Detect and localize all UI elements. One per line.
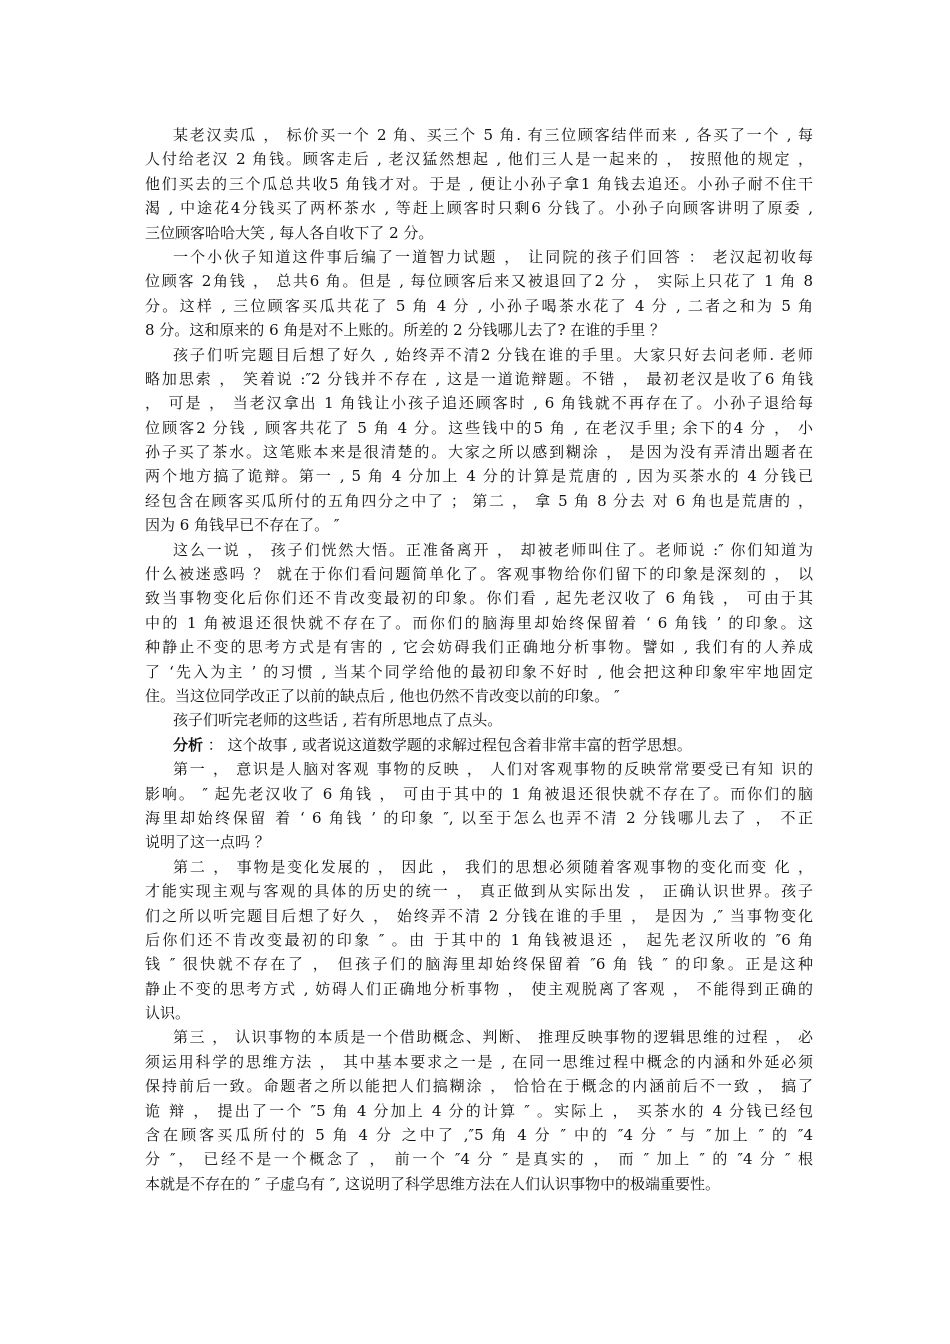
paragraph-puzzle xyxy=(145,245,813,343)
text-line: 孩子们听完老师的这些话 , 若有所思地点了点头。 xyxy=(173,711,503,730)
text-line: 第二 ， 事物是变化发展的 ， 因此 ， 我们的思想必须随着客观事物的变化而变 化 ， xyxy=(173,857,813,876)
paragraph-point-2 xyxy=(145,855,813,1026)
text-line: 后你们还不肯改变最初的印象 ″ 。由 于其中的 1 角钱被退还 ， 起先老汉所收的 ″6 角 xyxy=(145,930,813,949)
text-line: 8 分。这和原来的 6 角是对不上账的。所差的 2 分钱哪儿去了? 在谁的手里 ？ xyxy=(145,321,666,340)
paragraph-nod xyxy=(145,708,813,732)
text-line: 钱 ″ 很快就不存在了 ， 但孩子们的脑海里却始终保留着 ″6 角 钱 ″ 的印象。正是这种 xyxy=(145,955,813,974)
text-line: 人付给老汉 2 角钱。顾客走后 , 老汉猛然想起 , 他们三人是一起来的 ， 按照他的规定 ， xyxy=(145,150,813,169)
text-line: 一个小伙子知道这件事后编了一道智力试题 ， 让同院的孩子们回答 ： 老汉起初收每 xyxy=(173,247,813,266)
text-line: 孙子买了茶水。这笔账本来是很清楚的。大家之所以感到糊涂 ， 是因为没有弄清出题者在 xyxy=(145,443,813,462)
text-line: 影响。 ″ 起先老汉收了 6 角钱 ， 可由于其中的 1 角被退还很快就不存在了。而你们的脑 xyxy=(145,784,813,803)
text-line: 才能实现主观与客观的具体的历史的统一 ， 真正做到从实际出发 ， 正确认识世界。孩子 xyxy=(145,882,813,901)
text-line: 第三 ， 认识事物的本质是一个借助概念、判断、 推理反映事物的逻辑思维的过程 ， 必 xyxy=(173,1028,813,1047)
text-line: 分 ″， 已经不是一个概念了 ， 前一个 ″4 分 ″ 是真实的 ， 而 ″ 加上 ″ 的 ″4 分 ″ 根 xyxy=(145,1150,813,1169)
text-line: 认识。 xyxy=(145,1004,191,1023)
analysis-label: 分析 xyxy=(173,735,204,754)
paragraph-analysis-intro xyxy=(145,733,813,757)
text-line: 什么被迷惑吗 ？ 就在于你们看问题简单化了。客观事物给你们留下的印象是深刻的 ， 以 xyxy=(145,565,813,584)
text-line xyxy=(145,733,813,757)
analysis-intro-text: ： 这个故事 , 或者说这道数学题的求解过程包含着非常丰富的哲学思想。 xyxy=(203,735,692,754)
text-line: 致当事物变化后你们还不肯改变最初的印象。你们看 , 起先老汉收了 6 角钱 ， 可由于其 xyxy=(145,589,813,608)
paragraph-teacher-lesson xyxy=(145,538,813,709)
paragraph-story xyxy=(145,123,813,245)
paragraph-point-1 xyxy=(145,757,813,855)
paragraph-teacher-answer xyxy=(145,343,813,538)
text-line: 种静止不变的思考方式是有害的 , 它会妨碍我们正确地分析事物。譬如 , 我们有的人养成 xyxy=(145,638,813,657)
text-line: 静止不变的思考方式 , 妨碍人们正确地分析事物 ， 使主观脱离了客观 ， 不能得到正确的 xyxy=(145,979,813,998)
text-line: 某老汉卖瓜 ， 标价买一个 2 角、买三个 5 角. 有三位顾客结伴而来 , 各买了一个 , 每 xyxy=(173,126,813,144)
text-line: 含在顾客买瓜所付的 5 角 4 分 之中了 ,″5 角 4 分 ″ 中的 ″4 分 ″ 与 ″加上 ″ 的 ″4 xyxy=(145,1126,813,1145)
text-line: 住。当这位同学改正了以前的缺点后 , 他也仍然不肯改变以前的印象。 ″ xyxy=(145,686,620,705)
text-line: 渴 , 中途花4分钱买了两杯茶水 , 等赶上顾客时只剩6 分钱了。小孙子向顾客讲明了原委 , xyxy=(145,199,813,218)
text-line: ， 可是 ， 当老汉拿出 1 角钱让小孩子追还顾客时 , 6 角钱就不再存在了。小孙子退给每 xyxy=(145,394,813,413)
text-line: 分。这样 , 三位顾客买瓜共花了 5 角 4 分 , 小孙子喝茶水花了 4 分 , 二者之和为 5 角 xyxy=(145,296,813,315)
text-line: 中的 1 角被退还很快就不存在了。而你们的脑海里却始终保留着 ‘ 6 角钱 ’ 的印象。这 xyxy=(145,613,813,632)
text-line: 须运用科学的思维方法 ， 其中基本要求之一是 , 在同一思维过程中概念的内涵和外延必须 xyxy=(145,1052,813,1071)
text-line: 诡 辩 ， 提出了一个 ″5 角 4 分加上 4 分的计算 ″ 。实际上 ， 买茶水的 4 分钱已经包 xyxy=(145,1101,813,1120)
text-line: 海里却始终保留 着 ‘ 6 角钱 ’ 的印象 ″, 以至于怎么也弄不清 2 分钱哪儿去了 ， 不正 xyxy=(145,808,813,827)
text-line: 两个地方搞了诡辩。第一 , 5 角 4 分加上 4 分的计算是荒唐的 , 因为买茶水的 4 分钱已 xyxy=(145,467,813,486)
text-line: 位顾客 2角钱 ， 总共6 角。但是 , 每位顾客后来又被退回了2 分 ， 实际上只花了 1 角 8 xyxy=(145,272,813,291)
text-line: 三位顾客哈哈大笑 , 每人各自收下了 2 分。 xyxy=(145,223,434,242)
text-line: 本就是不存在的 ″ 子虚乌有 ″, 这说明了科学思维方法在人们认识事物中的极端重要性。 xyxy=(145,1174,721,1193)
text-line: 位顾客2 分钱 , 顾客共花了 5 角 4 分。这些钱中的5 角 , 在老汉手里; 余下的4 分 ， 小 xyxy=(145,418,813,437)
text-line: 们之所以听完题目后想了好久 ， 始终弄不清 2 分钱在谁的手里 ， 是因为 ,″ 当事物变化 xyxy=(145,906,813,925)
text-line: 略加思索 ， 笑着说 :″2 分钱并不存在 , 这是一道诡辩题。不错 ， 最初老汉是收了6 角钱 xyxy=(145,369,813,388)
text-line: 说明了这一点吗 ？ xyxy=(145,833,270,852)
text-line: 他们买去的三个瓜总共收5 角钱才对。于是 , 便让小孙子拿1 角钱去追还。小孙子耐不住干 xyxy=(145,174,813,193)
paragraph-point-3 xyxy=(145,1025,813,1196)
text-line: 保持前后一致。命题者之所以能把人们搞糊涂 ， 恰恰在于概念的内涵前后不一致 ， 搞了 xyxy=(145,1077,813,1096)
text-line: 第一 ， 意识是人脑对客观 事物的反映 ， 人们对客观事物的反映常常要受已有知 识的 xyxy=(173,760,813,779)
text-line: 孩子们听完题目后想了好久 , 始终弄不清2 分钱在谁的手里。大家只好去问老师. 老师 xyxy=(173,345,813,364)
text-line: 这么一说 ， 孩子们恍然大悟。正准备离开 ， 却被老师叫住了。老师说 :″ 你们知道为 xyxy=(173,540,813,559)
text-line: 经包含在顾客买瓜所付的五角四分之中了 ； 第二 ， 拿 5 角 8 分去 对 6 角也是荒唐的 ， xyxy=(145,491,813,510)
document-page xyxy=(145,123,813,1196)
text-line: 了 ‘先入为主 ’ 的习惯 , 当某个同学给他的最初印象不好时 , 他会把这种印象牢牢地固定 xyxy=(145,662,813,681)
text-line: 因为 6 角钱早已不存在了。 ″ xyxy=(145,516,340,535)
